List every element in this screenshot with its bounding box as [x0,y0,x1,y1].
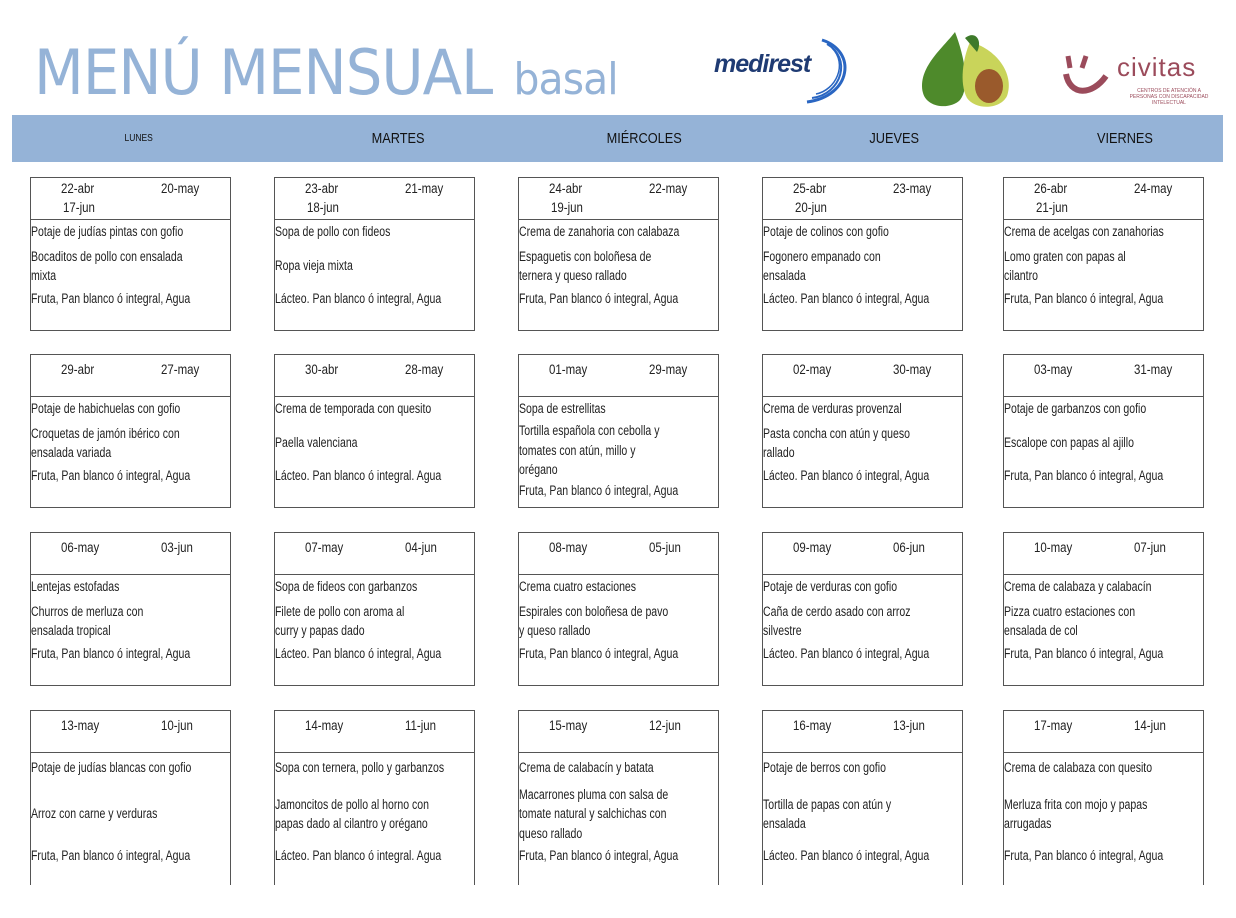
dish-text: Caña de cerdo asado con arroz silvestre [763,603,911,638]
day-menu-card [762,532,963,686]
dish-text: Lácteo. Pan blanco ó integral, Agua [763,646,930,662]
dish-text: Fruta, Pan blanco ó integral, Agua [519,646,679,662]
card-dishes [519,753,718,867]
main-course [31,421,230,465]
dish-text: Crema cuatro estaciones [519,579,637,595]
menu-date: 14-may [305,718,344,733]
dish-text: Fruta, Pan blanco ó integral, Agua [519,482,679,498]
menu-date: 20-may [161,181,200,196]
dish-text: Pizza cuatro estaciones con ensalada de col [1004,603,1136,638]
menu-date: 28-may [405,362,444,377]
dish-text: Lácteo. Pan blanco ó integral, Agua [275,291,442,307]
card-dishes [31,397,230,487]
menu-date: 14-jun [1134,718,1166,733]
day-menu-card [518,532,719,686]
main-course [1004,421,1203,465]
dish-text: Potaje de verduras con gofio [763,579,898,595]
menu-date: 03-may [1034,362,1073,377]
card-dishes [519,220,718,310]
dish-text: Fruta, Pan blanco ó integral, Agua [1004,468,1164,484]
dish-text: Lácteo. Pan blanco ó integral. Agua [275,468,442,484]
card-dates [1004,355,1203,397]
menu-date: 25-abr [793,181,827,196]
dish-text: Lácteo. Pan blanco ó integral, Agua [275,646,442,662]
menu-date: 29-abr [61,362,95,377]
dish-text: Ropa vieja mixta [275,258,353,274]
card-dates [1004,533,1203,575]
menu-date: 22-abr [61,181,95,196]
dish-text: Pasta concha con atún y queso rallado [763,425,910,460]
menu-date: 24-abr [549,181,583,196]
menu-date: 23-may [893,181,932,196]
card-dishes [763,397,962,487]
first-course [1004,575,1203,599]
card-dishes [275,753,474,867]
main-course [519,599,718,643]
dish-text: Potaje de judías blancas con gofio [31,760,192,776]
card-dishes [275,220,474,310]
card-dishes [31,575,230,665]
card-dishes [763,575,962,665]
dish-text: Sopa de pollo con fideos [275,224,391,240]
menu-date: 12-jun [649,718,681,733]
dish-text: Macarrones pluma con salsa de tomate natural y salchichas con queso rallado [519,786,669,841]
dish-text: Merluza frita con mojo y papas arrugadas [1004,796,1148,831]
dish-text: Lentejas estofadas [31,579,120,595]
dish-text: Fruta, Pan blanco ó integral, Agua [31,468,191,484]
dish-text: Lácteo. Pan blanco ó integral, Agua [763,291,930,307]
dish-text: Potaje de garbanzos con gofio [1004,401,1147,417]
dish-text: Crema de verduras provenzal [763,401,902,417]
day-menu-card [762,710,963,885]
dish-text: Crema de calabaza con quesito [1004,760,1153,776]
civitas-wordmark: civitas [1117,52,1197,82]
menu-date: 09-may [793,540,832,555]
first-course [31,397,230,421]
weekday-header-bar [12,115,1223,162]
dessert-drink [275,845,474,867]
menu-date: 03-jun [161,540,193,555]
medirest-wordmark: medirest [714,50,811,78]
dish-text: Fruta, Pan blanco ó integral, Agua [31,848,191,864]
card-dishes [1004,220,1203,310]
main-course [763,421,962,465]
dish-text: Arroz con carne y verduras [31,806,158,822]
card-dates [763,533,962,575]
dessert-drink [31,845,230,867]
dish-text: Lomo graten con papas al cilantro [1004,248,1126,283]
day-menu-card [1003,532,1204,686]
title-text: MENÚ MENSUAL [34,36,493,109]
card-dates [1004,711,1203,753]
menu-date: 29-may [649,362,688,377]
first-course [275,397,474,421]
main-course [31,783,230,845]
first-course [275,220,474,244]
first-course [763,575,962,599]
card-dishes [31,220,230,310]
dish-text: Fruta, Pan blanco ó integral, Agua [31,646,191,662]
dish-text: Crema de calabacín y batata [519,760,654,776]
dish-text: Fruta, Pan blanco ó integral, Agua [1004,291,1164,307]
dessert-drink [1004,845,1203,867]
dish-text: Lácteo. Pan blanco ó integral. Agua [275,848,442,864]
menu-date: 17-may [1034,718,1073,733]
card-dates [275,355,474,397]
card-dates [519,711,718,753]
menu-date: 01-may [549,362,588,377]
dish-text: Crema de calabaza y calabacín [1004,579,1152,595]
first-course [763,220,962,244]
card-dishes [519,575,718,665]
dessert-drink [519,845,718,867]
day-menu-card [274,177,475,331]
menu-date: 11-jun [405,718,437,733]
dish-text: Crema de temporada con quesito [275,401,432,417]
menu-date: 17-jun [63,200,95,215]
dish-text: Fogonero empanado con ensalada [763,248,881,283]
first-course [275,753,474,783]
day-menu-card [1003,177,1204,331]
dish-text: Espirales con boloñesa de pavo y queso rallado [519,603,669,638]
main-course [31,599,230,643]
menu-date: 07-jun [1134,540,1166,555]
menu-date: 19-jun [551,200,583,215]
dessert-drink [1004,288,1203,310]
card-dates [519,533,718,575]
main-course [275,244,474,288]
first-course [1004,397,1203,421]
dish-text: Sopa de estrellitas [519,401,606,417]
dish-text: Tortilla española con cebolla y tomates con atún, millo y orégano [519,423,660,477]
menu-date: 07-may [305,540,344,555]
card-dates [275,178,474,220]
main-course [275,421,474,465]
dish-text: Fruta, Pan blanco ó integral, Agua [31,291,191,307]
menu-date: 06-jun [893,540,925,555]
card-dishes [1004,397,1203,487]
dessert-drink [31,465,230,487]
dessert-drink [519,643,718,665]
menu-date: 20-jun [795,200,827,215]
menu-date: 05-jun [649,540,681,555]
first-course [1004,753,1203,783]
day-menu-card [762,177,963,331]
dish-text: Filete de pollo con aroma al curry y papas dado [275,603,405,638]
main-course [519,421,718,480]
card-dates [519,355,718,397]
dessert-drink [275,465,474,487]
page-title [34,36,618,109]
main-course [1004,244,1203,288]
dessert-drink [763,845,962,867]
dessert-drink [31,643,230,665]
first-course [519,753,718,783]
dish-text: Sopa de fideos con garbanzos [275,579,418,595]
card-dishes [31,753,230,867]
day-menu-card [518,710,719,885]
day-menu-card [30,354,231,508]
day-menu-card [274,710,475,885]
first-course [519,575,718,599]
day-menu-card [518,177,719,331]
day-tuesday: MARTES [371,130,425,147]
card-dates [763,355,962,397]
dessert-drink [1004,643,1203,665]
dessert-drink [31,288,230,310]
menu-date: 27-may [161,362,200,377]
first-course [31,575,230,599]
dish-text: Espaguetis con boloñesa de ternera y queso rallado [519,248,652,283]
dish-text: Bocaditos de pollo con ensalada mixta [31,248,183,283]
dessert-drink [763,288,962,310]
day-menu-card [30,710,231,885]
card-dates [275,711,474,753]
first-course [31,220,230,244]
menu-date: 30-may [893,362,932,377]
menu-date: 13-may [61,718,100,733]
menu-date: 23-abr [305,181,339,196]
card-dishes [275,575,474,665]
first-course [763,397,962,421]
main-course [1004,599,1203,643]
day-menu-card [30,177,231,331]
menu-date: 10-may [1034,540,1073,555]
dish-text: Fruta, Pan blanco ó integral, Agua [519,848,679,864]
card-dates [31,355,230,397]
card-dates [31,533,230,575]
day-menu-card [274,354,475,508]
main-course [519,244,718,288]
card-dates [1004,178,1203,220]
menu-date: 16-may [793,718,832,733]
dessert-drink [519,288,718,310]
medirest-logo [712,36,852,106]
card-dishes [763,220,962,310]
dish-text: Lácteo. Pan blanco ó integral, Agua [763,468,930,484]
card-dishes [763,753,962,867]
card-dates [519,178,718,220]
dish-text: Crema de acelgas con zanahorias [1004,224,1164,240]
dish-text: Tortilla de papas con atún y ensalada [763,796,892,831]
day-monday: LUNES [124,133,153,144]
first-course [519,220,718,244]
first-course [1004,220,1203,244]
avocado-image [915,28,1015,110]
dish-text: Crema de zanahoria con calabaza [519,224,680,240]
dish-text: Churros de merluza con ensalada tropical [31,603,144,638]
menu-date: 22-may [649,181,688,196]
day-friday: VIERNES [1096,130,1153,147]
dish-text: Jamoncitos de pollo al horno con papas dado al cilantro y orégano [275,796,429,831]
card-dishes [1004,575,1203,665]
day-menu-card [1003,710,1204,885]
menu-date: 08-may [549,540,588,555]
first-course [275,575,474,599]
menu-date: 15-may [549,718,588,733]
dish-text: Fruta, Pan blanco ó integral, Agua [519,291,679,307]
dish-text: Paella valenciana [275,435,358,451]
dish-text: Sopa con ternera, pollo y garbanzos [275,760,445,776]
card-dishes [519,397,718,502]
first-course [763,753,962,783]
menu-date: 24-may [1134,181,1173,196]
day-menu-card [762,354,963,508]
card-dates [763,711,962,753]
day-menu-card [274,532,475,686]
card-dates [275,533,474,575]
main-course [275,783,474,845]
dish-text: Fruta, Pan blanco ó integral, Agua [1004,848,1164,864]
day-wednesday: MIÉRCOLES [606,130,682,147]
dish-text: Lácteo. Pan blanco ó integral, Agua [763,848,930,864]
civitas-tagline: CENTROS DE ATENCIÓN A PERSONAS CON DISCAPACIDAD INTELECTUAL [1129,88,1209,106]
card-dates [31,711,230,753]
menu-date: 02-may [793,362,832,377]
subtitle: basal [513,54,618,105]
dessert-drink [275,288,474,310]
menu-date: 10-jun [161,718,193,733]
dessert-drink [519,480,718,502]
dish-text: Croquetas de jamón ibérico con ensalada variada [31,425,180,460]
card-dates [763,178,962,220]
main-course [1004,783,1203,845]
main-course [763,244,962,288]
dish-text: Potaje de berros con gofio [763,760,886,776]
menu-date: 13-jun [893,718,925,733]
dessert-drink [1004,465,1203,487]
card-dishes [1004,753,1203,867]
dessert-drink [763,643,962,665]
menu-date: 31-may [1134,362,1173,377]
day-menu-card [518,354,719,508]
day-menu-card [1003,354,1204,508]
card-dates [31,178,230,220]
civitas-logo [1062,52,1217,108]
day-menu-card [30,532,231,686]
menu-date: 04-jun [405,540,437,555]
first-course [31,753,230,783]
menu-date: 30-abr [305,362,339,377]
main-course [519,783,718,845]
day-thursday: JUEVES [869,130,919,147]
menu-date: 21-may [405,181,444,196]
dish-text: Potaje de judías pintas con gofio [31,224,184,240]
main-course [763,783,962,845]
menu-date: 18-jun [307,200,339,215]
main-course [763,599,962,643]
dessert-drink [275,643,474,665]
civitas-smile-icon [1062,52,1112,100]
first-course [519,397,718,421]
card-dishes [275,397,474,487]
dessert-drink [763,465,962,487]
menu-date: 06-may [61,540,100,555]
menu-date: 21-jun [1036,200,1068,215]
main-course [31,244,230,288]
dish-text: Potaje de habichuelas con gofio [31,401,181,417]
main-course [275,599,474,643]
menu-date: 26-abr [1034,181,1068,196]
dish-text: Escalope con papas al ajillo [1004,435,1134,451]
dish-text: Potaje de colinos con gofio [763,224,889,240]
dish-text: Fruta, Pan blanco ó integral, Agua [1004,646,1164,662]
